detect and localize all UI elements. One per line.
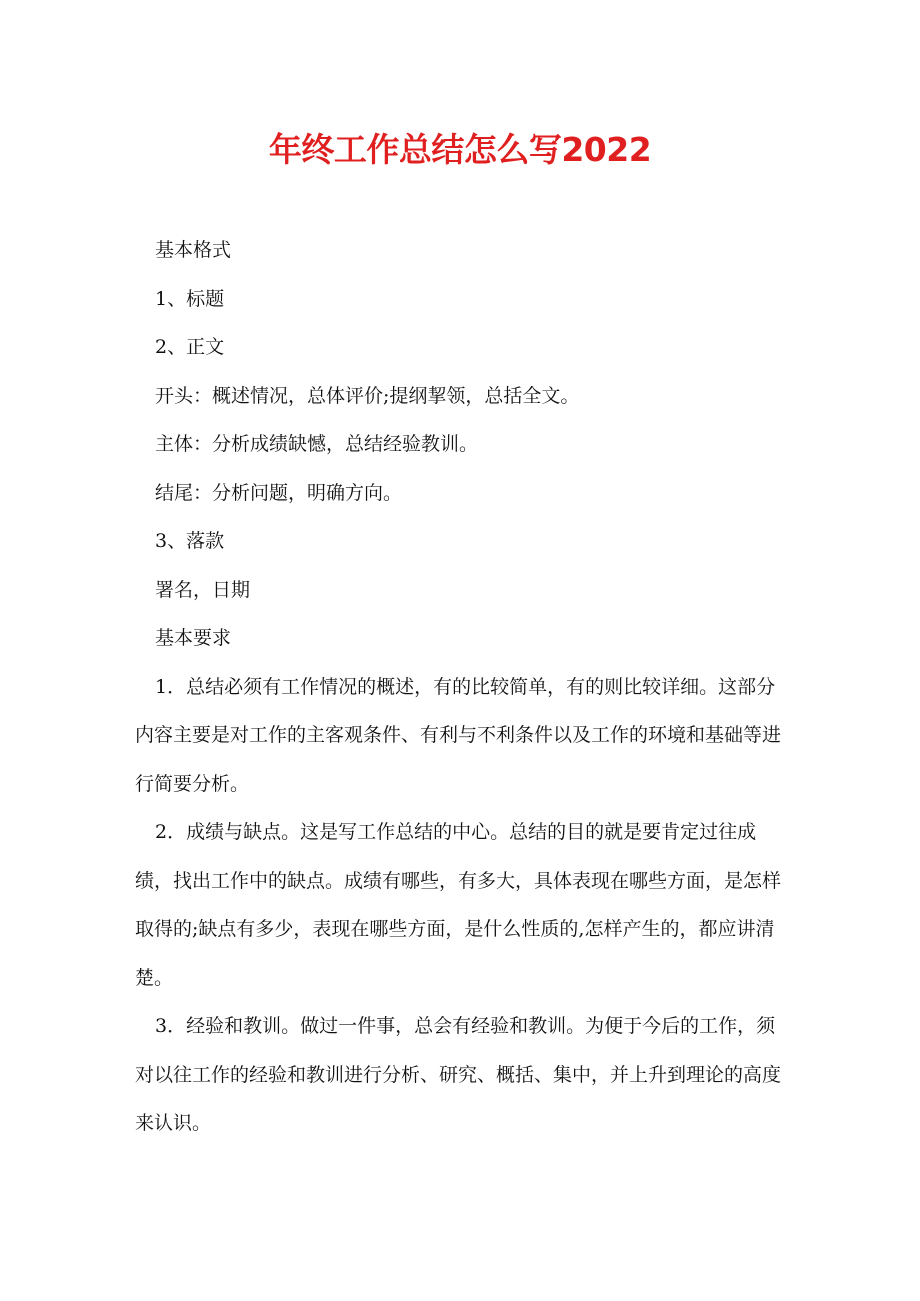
document-body <box>135 226 792 1148</box>
body-opening-line: 开头：概述情况，总体评价;提纲挈领，总括全文。 <box>155 384 580 407</box>
signature-detail-line: 署名，日期 <box>155 578 251 601</box>
requirement-paragraph-2: 2．成绩与缺点。这是写工作总结的中心。总结的目的就是要肯定过往成绩，找出工作中的缺点。成绩有哪些，有多大，具体表现在哪些方面，是怎样取得的;缺点有多少，表现在哪些方面，是什么性质的,怎样产生的，都应讲清楚。 <box>135 821 782 989</box>
format-item-body: 2、正文 <box>155 336 225 358</box>
basic-format-heading: 基本格式 <box>155 239 232 261</box>
body-main-line: 主体：分析成绩缺憾，总结经验教训。 <box>155 433 479 455</box>
requirement-paragraph-3: 3．经验和教训。做过一件事，总会有经验和教训。为便于今后的工作，须对以往工作的经验和教训进行分析、研究、概括、集中，并上升到理论的高度来认识。 <box>135 1015 782 1134</box>
basic-requirements-heading: 基本要求 <box>155 627 232 649</box>
document-title: 年终工作总结怎么写2022 <box>268 130 652 169</box>
format-item-signature: 3、落款 <box>155 530 225 552</box>
format-item-title: 1、标题 <box>155 287 225 310</box>
requirement-paragraph-1: 1．总结必须有工作情况的概述，有的比较简单，有的则比较详细。这部分内容主要是对工作的主客观条件、有利与不利条件以及工作的环境和基础等进行简要分析。 <box>135 675 782 795</box>
body-ending-line: 结尾：分析问题，明确方向。 <box>155 481 403 504</box>
